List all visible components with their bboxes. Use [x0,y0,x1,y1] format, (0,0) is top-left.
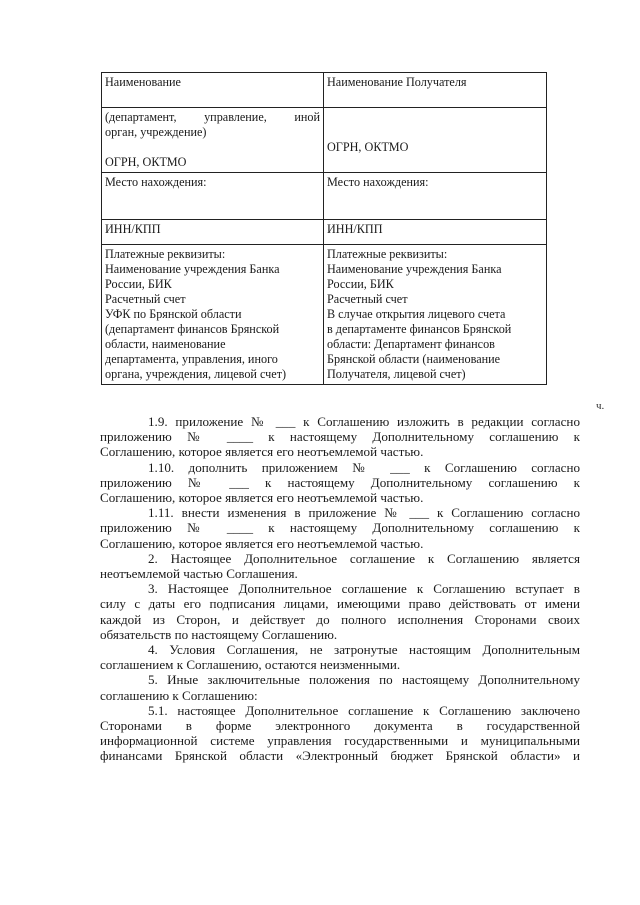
cell-line: Платежные реквизиты: [105,247,226,261]
paragraph-line: неотъемлемой частью Соглашения. [100,566,298,582]
paragraph [100,581,580,642]
paragraph-line: Соглашению, которое является его неотъемлемой частью. [100,444,424,460]
cell-line: Наименование Получателя [327,75,467,89]
cell-line: Расчетный счет [105,292,186,306]
paragraph [100,703,580,764]
cell-line [327,110,543,125]
table-row [102,173,547,220]
paragraph-line: 2. Настоящее Дополнительное соглашение к Соглашению является [148,550,580,566]
paragraph [100,551,580,581]
cell-line: Платежные реквизиты: [327,247,448,261]
table-row [102,245,547,385]
paragraph-line: приложению № ____ к настоящему Дополнительному соглашению к [100,429,580,445]
paragraph-line: 1.11. внести изменения в приложение № ___ к Соглашению согласно [148,505,580,521]
table-cell-right [324,220,547,245]
paragraph-line: приложению № ___ к настоящему Дополнительному соглашению к [100,474,580,490]
table-row [102,220,547,245]
paragraph-line: силу с даты его подписания лицами, имеющими право действовать от имени [100,596,580,612]
cell-line: Место нахождения: [105,175,207,189]
cell-line: России, БИК [105,277,172,291]
cell-line: Брянской области (наименование [327,352,501,366]
cell-line: ИНН/КПП [327,222,383,236]
table-cell-left [102,220,324,245]
paragraph-line: Соглашению, которое является его неотъемлемой частью. [100,490,424,506]
cell-line: (департамент, управление, иной [105,110,320,124]
table-cell-left [102,73,324,108]
margin-mark: ч. [596,400,605,412]
cell-line: области, наименование [105,337,226,351]
cell-line: департамента, управления, иного [105,352,278,366]
cell-line [105,140,320,155]
cell-line: Получателя, лицевой счет) [327,367,466,381]
paragraph-line: Сторонами в форме электронного документа в государственной [100,718,580,734]
paragraph-line: обязательств по настоящему Соглашению. [100,626,338,642]
paragraph [100,642,580,672]
cell-line: (департамент финансов Брянской [105,322,280,336]
cell-line: ИНН/КПП [105,222,161,236]
paragraph-line: Соглашению, которое является его неотъемлемой частью. [100,535,424,551]
paragraph-line: приложению № ____ к настоящему Дополнительному соглашению к [100,520,580,536]
paragraph-line: 1.10. дополнить приложением № ___ к Соглашению согласно [148,459,580,475]
table-cell-left [102,108,324,173]
paragraph-line: 4. Условия Соглашения, не затронутые настоящим Дополнительным [148,642,580,658]
table-row [102,108,547,173]
table-cell-right [324,173,547,220]
paragraph-line: финансами Брянской области «Электронный бюджет Брянской области» и [100,748,580,764]
cell-line: Расчетный счет [327,292,408,306]
paragraph-line: информационной системе управления государственными и муниципальными [100,733,580,749]
paragraph-line: 3. Настоящее Дополнительное соглашение к Соглашению вступает в [148,581,580,597]
cell-line: Наименование [105,75,181,89]
paragraph-line: соглашением к Соглашению, остаются неизменными. [100,657,401,673]
table-cell-right [324,73,547,108]
cell-line: Наименование учреждения Банка [327,262,502,276]
paragraph-line: 5. Иные заключительные положения по настоящему Дополнительному [148,672,580,688]
table-cell-left [102,173,324,220]
paragraph [100,414,580,460]
paragraph [100,672,580,702]
table-cell-left [102,245,324,385]
paragraph-line: 1.9. приложение № ___ к Соглашению изложить в редакции согласно [148,414,580,429]
cell-line: УФК по Брянской области [105,307,242,321]
cell-line: в департаменте финансов Брянской [327,322,512,336]
cell-line: В случае открытия лицевого счета [327,307,506,321]
cell-line [327,125,543,140]
cell-line: Наименование учреждения Банка [105,262,280,276]
paragraph [100,505,580,551]
table-cell-right [324,245,547,385]
table-row [102,73,547,108]
paragraph [100,460,580,506]
requisites-table [101,72,547,385]
cell-line: Место нахождения: [327,175,429,189]
cell-line: органа, учреждения, лицевой счет) [105,367,287,381]
cell-line: орган, учреждение) [105,125,207,139]
cell-line: области: Департамент финансов [327,337,495,351]
paragraph-line: соглашению к Соглашению: [100,687,258,703]
cell-line: ОГРН, ОКТМО [327,140,409,154]
paragraph-line: 5.1. настоящее Дополнительное соглашение к Соглашению заключено [148,702,580,718]
paragraph-line: каждой из Сторон, и действует до полного исполнения Сторонами своих [100,611,580,627]
table-cell-right [324,108,547,173]
cell-line: России, БИК [327,277,394,291]
cell-line: ОГРН, ОКТМО [105,155,187,169]
agreement-text [100,414,580,764]
